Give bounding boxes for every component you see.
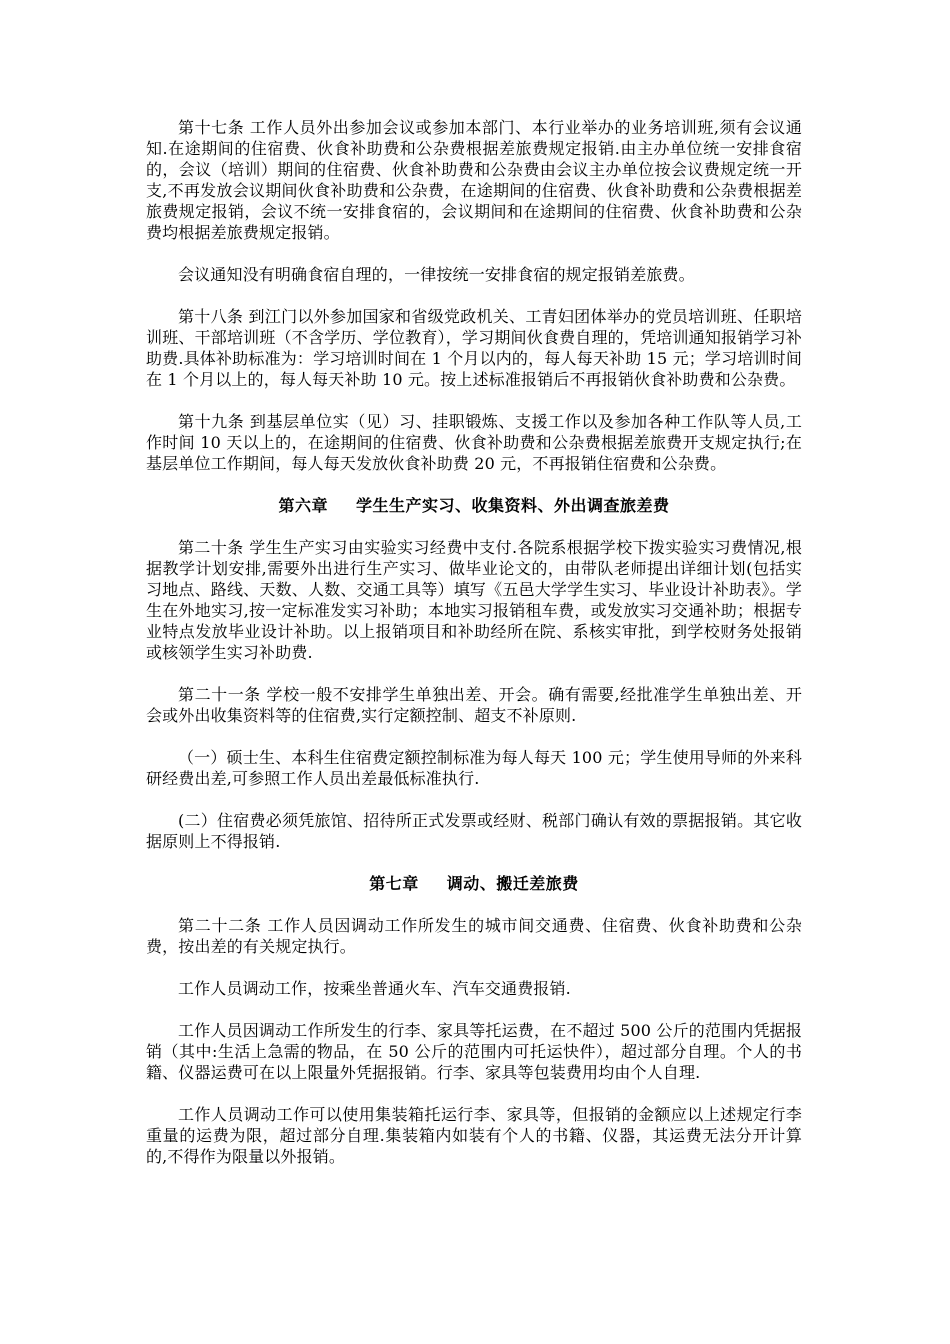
article-17: 第十七条 工作人员外出参加会议或参加本部门、本行业举办的业务培训班,须有会议通知.在途期间的住宿费、伙食补助费和公杂费根据差旅费规定报销.由主办单位统一安排食宿的，会议（培训）期间的住宿费、伙食补助费和公杂费由会议主办单位按会议费规定统一开支,不再发放会议期间伙食补助费和公杂费，在途期间的住宿费、伙食补助费和公杂费根据差旅费规定报销，会议不统一安排食宿的，会议期间和在途期间的住宿费、伙食补助费和公杂费均根据差旅费规定报销。 xyxy=(146,118,802,242)
chapter-6-number: 第六章 xyxy=(278,496,328,515)
transfer-transport-paragraph: 工作人员调动工作，按乘坐普通火车、汽车交通费报销. xyxy=(178,979,571,998)
article-21: 第二十一条 学校一般不安排学生单独出差、开会。确有需要,经批准学生单独出差、开会或外出收集资料等的住宿费,实行定额控制、超支不补原则. xyxy=(146,685,802,725)
chapter-7-number: 第七章 xyxy=(369,874,419,893)
chapter-6-heading xyxy=(146,495,802,516)
article-19: 第十九条 到基层单位实（见）习、挂职锻炼、支援工作以及参加各种工作队等人员,工作时间 10 天以上的，在途期间的住宿费、伙食补助费和公杂费根据差旅费开支规定执行;在基层单位工作期间，每人每天发放伙食补助费 20 元，不再报销住宿费和公杂费。 xyxy=(146,412,802,473)
article-20: 第二十条 学生生产实习由实验实习经费中支付.各院系根据学校下拨实验实习费情况,根据教学计划安排,需要外出进行生产实习、做毕业论文的，由带队老师提出详细计划(包括实习地点、路线、天数、人数、交通工具等）填写《五邑大学学生实习、毕业设计补助表》。学生在外地实习,按一定标准发实习补助；本地实习报销租车费，或发放实习交通补助；根据专业特点发放毕业设计补助。以上报销项目和补助经所在院、系核实审批，到学校财务处报销或核领学生实习补助费. xyxy=(146,538,802,662)
chapter-7-title: 调动、搬迁差旅费 xyxy=(446,874,579,893)
article-21-item-1: （一）硕士生、本科生住宿费定额控制标准为每人每天 100 元；学生使用导师的外来科研经费出差,可参照工作人员出差最低标准执行. xyxy=(146,748,802,788)
article-21-item-2: (二）住宿费必须凭旅馆、招待所正式发票或经财、税部门确认有效的票据报销。其它收据原则上不得报销. xyxy=(146,811,802,851)
article-22: 第二十二条 工作人员因调动工作所发生的城市间交通费、住宿费、伙食补助费和公杂费，按出差的有关规定执行。 xyxy=(146,916,802,956)
chapter-6-title: 学生生产实习、收集资料、外出调查旅差费 xyxy=(356,496,670,515)
transfer-luggage-paragraph: 工作人员因调动工作所发生的行李、家具等托运费，在不超过 500 公斤的范围内凭据报销（其中:生活上急需的物品，在 50 公斤的范围内可托运快件），超过部分自理。个人的书籍、仪器运费可在以上限量外凭据报销。行李、家具等包装费用均由个人自理. xyxy=(146,1021,802,1082)
meeting-notice-paragraph: 会议通知没有明确食宿自理的，一律按统一安排食宿的规定报销差旅费。 xyxy=(178,265,695,284)
article-18: 第十八条 到江门以外参加国家和省级党政机关、工青妇团体举办的党员培训班、任职培训班、干部培训班（不含学历、学位教育），学习期间伙食费自理的，凭培训通知报销学习补助费.具体补助标准为：学习培训时间在 1 个月以内的，每人每天补助 15 元；学习培训时间在 1 个月以上的，每人每天补助 10 元。按上述标准报销后不再报销伙食补助费和公杂费。 xyxy=(146,307,802,389)
chapter-7-heading xyxy=(146,873,802,894)
container-shipping-paragraph: 工作人员调动工作可以使用集装箱托运行李、家具等，但报销的金额应以上述规定行李重量的运费为限，超过部分自理.集装箱内如装有个人的书籍、仪器，其运费无法分开计算的,不得作为限量以外报销。 xyxy=(146,1105,802,1166)
